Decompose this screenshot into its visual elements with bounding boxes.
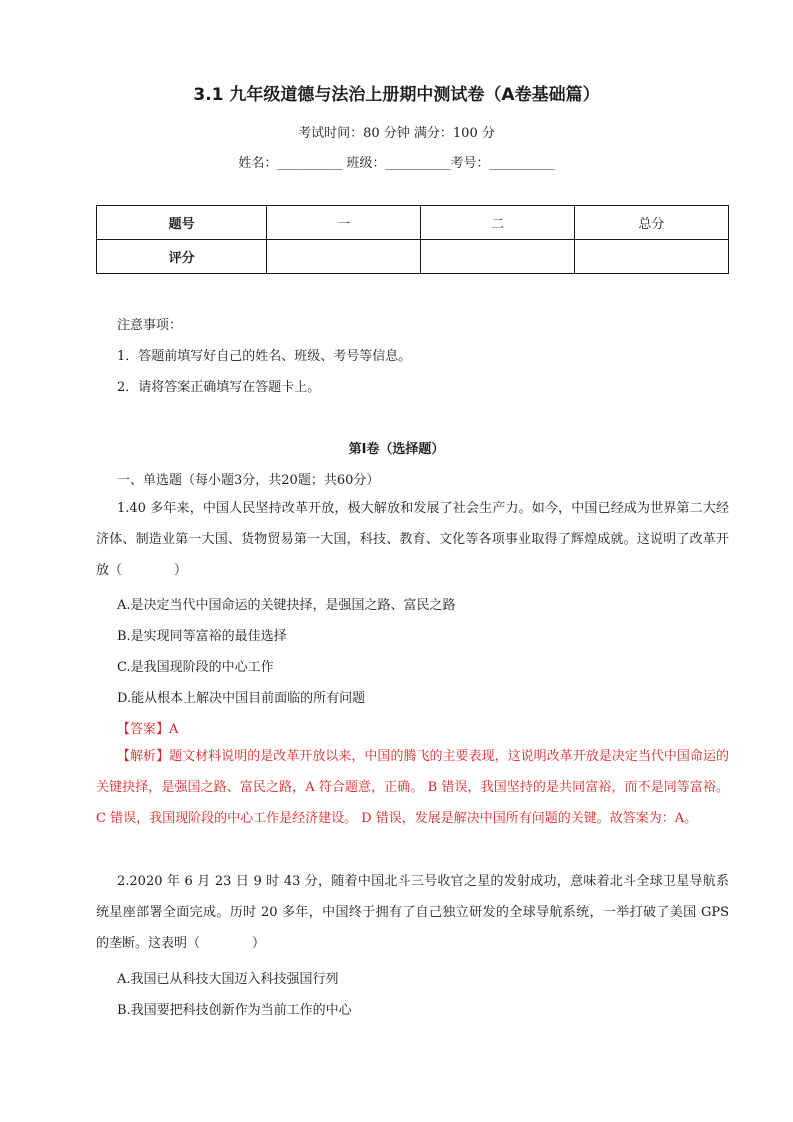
note-item-1: 1．答题前填写好自己的姓名、班级、考号等信息。 [117, 349, 412, 364]
score-table-score-row [97, 240, 729, 274]
score-cell-total [574, 240, 728, 274]
question-1-option-c: C.是我国现阶段的中心工作 [117, 660, 274, 675]
part-heading: 一、单选题（每小题3分，共20题；共60分） [117, 473, 380, 488]
student-info: 姓名：__________ 班级：__________考号：__________ [238, 156, 555, 171]
answer-value: A [169, 722, 179, 737]
score-table [96, 205, 729, 274]
note-item-2: 2．请将答案正确填写在答题卡上。 [117, 380, 321, 395]
question-2-option-a: A.我国已从科技大国迈入科技强国行列 [117, 972, 339, 987]
question-1-option-a: A.是决定当代中国命运的关键抉择，是强国之路、富民之路 [117, 598, 456, 613]
column-header-total: 总分 [574, 206, 728, 240]
question-1-answer [117, 718, 178, 737]
analysis-label: 【解析】 [117, 749, 170, 764]
question-1-analysis [96, 741, 729, 834]
row-label-question-number: 题号 [97, 206, 267, 240]
row-label-score: 评分 [97, 240, 267, 274]
notes-title: 注意事项： [117, 318, 183, 333]
question-1-option-b: B.是实现同等富裕的最佳选择 [117, 629, 287, 644]
exam-info: 考试时间：80 分钟 满分：100 分 [298, 126, 495, 141]
answer-label: 【答案】 [117, 722, 170, 737]
question-1-stem: 1.40 多年来，中国人民坚持改革开放，极大解放和发展了社会生产力。如今，中国已经成为世界第二大经济体、制造业第一大国、货物贸易第一大国，科技、教育、文化等各项事业取得了辉煌成就。这说明了改革开放（ ） [96, 501, 729, 578]
page-title: 3.1 九年级道德与法治上册期中测试卷（A卷基础篇） [193, 85, 600, 105]
question-2-option-b: B.我国要把科技创新作为当前工作的中心 [117, 1003, 352, 1018]
score-cell-part-one [267, 240, 421, 274]
column-header-part-one: 一 [267, 206, 421, 240]
question-1-option-d: D.能从根本上解决中国目前面临的所有问题 [117, 691, 366, 706]
score-table-header-row [97, 206, 729, 240]
question-2-stem: 2.2020 年 6 月 23 日 9 时 43 分，随着中国北斗三号收官之星的发射成功，意味着北斗全球卫星导航系统星座部署全面完成。历时 20 多年，中国终于拥有了自己独立研发的全球导航系统，一举打破了美国 GPS 的垄断。这表明（ ） [96, 874, 729, 951]
column-header-part-two: 二 [421, 206, 574, 240]
section-title: 第Ⅰ卷（选择题） [348, 442, 445, 457]
score-cell-part-two [421, 240, 574, 274]
analysis-text: 题文材料说明的是改革开放以来，中国的腾飞的主要表现，这说明改革开放是决定当代中国命运的关键抉择，是强国之路、富民之路，A 符合题意，正确。 B 错误，我国坚持的是共同富裕，而不是同等富裕。C 错误，我国现阶段的中心工作是经济建设。 D 错误，发展是解决中国所有问题的关键。故答案为：A。 [96, 749, 729, 826]
